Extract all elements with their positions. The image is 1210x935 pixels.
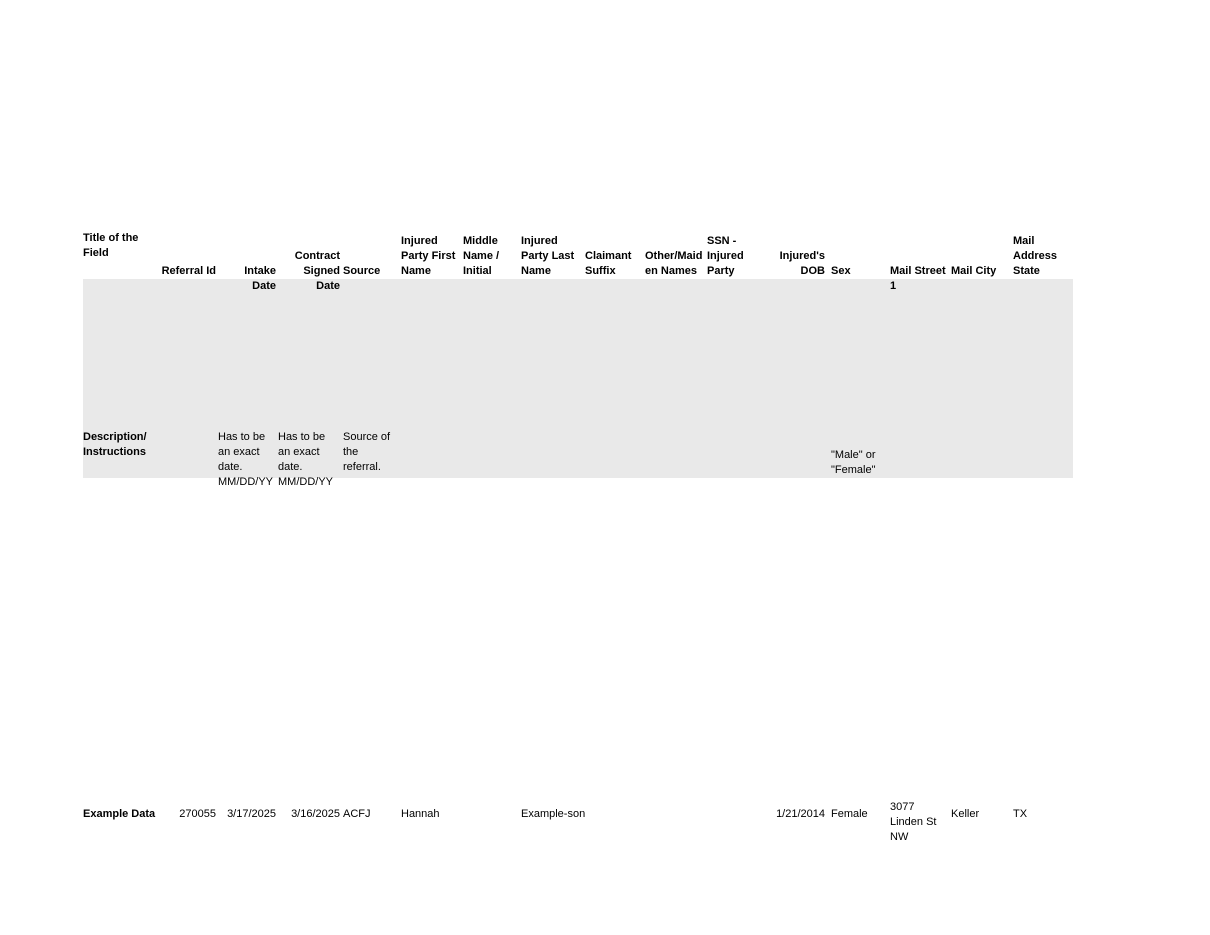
column-example-mail_city: Keller [951, 808, 980, 820]
column-example-referral_id: 270055 [179, 808, 216, 820]
column-description-intake_date: Has to be an exact date. MM/DD/YY [218, 431, 273, 488]
row-label-header [83, 231, 153, 261]
column-header-middle_name: Middle Name / Initial [463, 235, 500, 277]
column-header-other_maiden: Other/Maid en Names [645, 250, 703, 277]
column-example-intake_date: 3/17/2025 [227, 808, 276, 820]
column-header-sex: Sex [831, 265, 851, 277]
column-example-contract_signed: 3/16/2025 [291, 808, 340, 820]
row-label-example: Example Data [83, 808, 156, 820]
column-header-injured_dob: Injured's DOB [779, 250, 825, 277]
description-row [83, 430, 1073, 488]
row-label-description-line2: Instructions [83, 446, 146, 458]
column-header-source: Source [343, 265, 381, 277]
row-label-header-line1: Title of the [83, 232, 139, 244]
column-header-contract_signed: Contract Signed Date [294, 250, 340, 292]
column-header-mail_city: Mail City [951, 265, 997, 277]
column-header-claimant_suffix: Claimant Suffix [585, 250, 632, 277]
row-label-description-line1: Description/ [83, 431, 147, 443]
column-header-referral_id: Referral Id [161, 265, 216, 277]
column-example-injured_last: Example-son [521, 808, 586, 820]
row-label-description [83, 430, 157, 460]
column-example-mail_street1: 3077 Linden St NW [890, 801, 937, 843]
column-header-mail_street1: Mail Street 1 [890, 265, 946, 292]
example-row [83, 789, 1073, 843]
column-header-injured_last: Injured Party Last Name [521, 235, 575, 277]
column-example-mail_state: TX [1013, 808, 1028, 820]
column-header-ssn_injured: SSN - Injured Party [707, 235, 744, 277]
column-header-intake_date: Intake Date [244, 265, 276, 292]
column-example-sex: Female [831, 808, 868, 820]
column-description-sex: "Male" or "Female" [831, 449, 876, 476]
column-example-injured_dob: 1/21/2014 [776, 808, 825, 820]
column-header-mail_state: Mail Address State [1013, 235, 1058, 277]
header-row [83, 231, 1073, 292]
column-example-injured_first: Hannah [401, 808, 440, 820]
column-header-injured_first: Injured Party First Name [401, 235, 456, 277]
column-example-source: ACFJ [343, 808, 371, 820]
column-description-source: Source of the referral. [343, 431, 391, 473]
column-description-contract_signed: Has to be an exact date. MM/DD/YY [278, 431, 333, 488]
row-label-header-line2: Field [83, 247, 109, 259]
